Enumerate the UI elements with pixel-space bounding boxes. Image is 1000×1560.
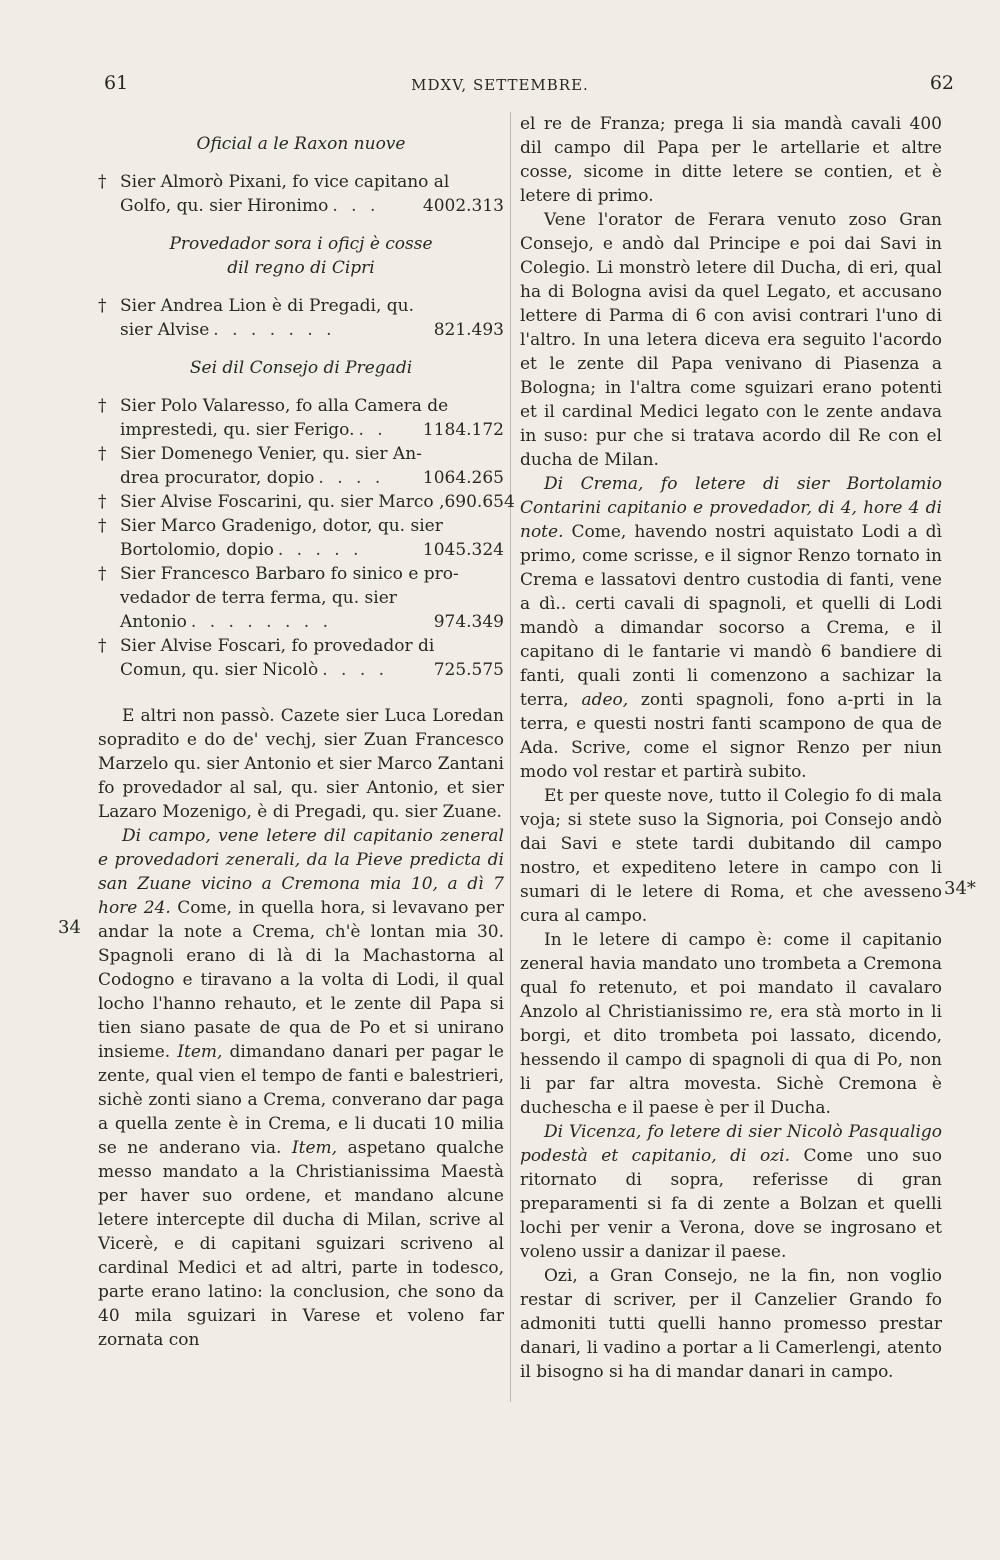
margin-number: 34 xyxy=(58,917,81,938)
paragraph-heading: Di campo, vene letere dil capitanio zeneral e provedadori zenerali, da la Pieve predicta di san Zuane vicino a Cremona mia 10, a dì 7 hore 24. xyxy=(98,826,504,918)
adeo-word: adeo, xyxy=(581,690,629,710)
dagger-mark: † xyxy=(98,172,107,192)
right-column xyxy=(520,112,942,1384)
paragraph: E altri non passò. Cazete sier Luca Loredan sopradito e do de' vechj, sier Zuan Francesco Marzelo qu. sier Antonio et sier Marco Zantani fo provedador al sal, qu. sier Antonio, et sier Lazaro Mozenigo, è di Pregadi, qu. sier Zuane. xyxy=(98,706,504,822)
paragraph: In le letere di campo è: come il capitanio zeneral havia mandato uno trombeta a Cremona qual fo retenuto, et poi mandato il cavalaro Anzolo al Christianissimo re, era stà morto in li borgi, et dito trombeta poi lassato, dicendo, hessendo il campo di spagnoli di qua di Po, non li par far altra movesta. Sichè Cremona è duchescha e il paese è per il Ducha. xyxy=(520,930,942,1118)
vote-count: 725.575 xyxy=(433,660,504,680)
paragraph: Ozi, a Gran Consejo, ne la fin, non voglio restar di scriver, per il Canzelier Grando fo admoniti tutti quelli hanno promesso prestar danari, li vadino a portar a li Camerlengi, atento il bisogno si ha di mandar danari in campo. xyxy=(520,1266,942,1382)
entry-line: drea procurator, dopio xyxy=(120,468,315,488)
dagger-mark: † xyxy=(98,564,107,584)
entry-line: Sier Andrea Lion è di Pregadi, qu. xyxy=(120,296,415,316)
entry-line: Sier Almorò Pixani, fo vice capitano al xyxy=(120,172,450,192)
entry-line: Golfo, qu. sier Hironimo xyxy=(120,196,329,216)
entry-line: Antonio xyxy=(120,612,187,632)
section-heading: Sei dil Consejo di Pregadi xyxy=(189,358,413,378)
paragraph-heading: Di Crema, fo letere di sier Bortolamio Contarini capitanio e provedador, di 4, hore 4 di note. xyxy=(520,474,942,542)
vote-entry: † Sier Andrea Lion è di Pregadi, qu. sier Alvise . . . . . . . 821.493 xyxy=(98,296,504,340)
paragraph xyxy=(520,1120,942,1264)
vote-count: 1064.265 xyxy=(422,468,504,488)
vote-count: 690.654 xyxy=(444,492,515,512)
paragraph xyxy=(520,472,942,784)
entry-line: Bortolomio, dopio xyxy=(120,540,274,560)
paragraph: el re de Franza; prega li sia mandà cavali 400 dil campo dil Papa per le artellarie et altre cosse, sicome in ditte letere se contien, et è letere di primo. xyxy=(520,114,942,206)
paragraph-text: Come, havendo nostri aquistato Lodi a dì primo, come scrisse, e il signor Renzo tornato in Crema e lassatovi dentro custodia di fanti, vene a dì.. certi cavali di spagnoli, et quelli di Lodi mandò a dimandar socorso a Crema, e il capitano di le fantarie vi mandò 6 bandiere di fanti, quali zonti li comenzono a sachizar la terra, xyxy=(520,522,942,710)
paragraph: Vene l'orator de Ferara venuto zoso Gran Consejo, e andò dal Principe e poi dai Savi in Colegio. Li monstrò letere dil Ducha, di eri, qual ha di Bologna avisi da quel Legato, et accusano lettere di Parma di 6 con avisi contrari l'uno di l'altro. In una letera diceva era seguito l'acordo et le zente dil Papa venivano di Piasenza a Bologna; in l'altra come sguizari erano potenti et il cardinal Medici legato con le zente andava in suso: pur che si tratava acordo dil Re con el ducha de Milan. xyxy=(520,210,942,470)
section-heading: dil regno di Cipri xyxy=(227,258,375,278)
vote-entry: † Sier Francesco Barbaro fo sinico e pro- vedador de terra ferma, qu. sier Antonio . . . . . . . . 974.349 xyxy=(98,564,504,632)
dagger-mark: † xyxy=(98,444,107,464)
entry-line: imprestedi, qu. sier Ferigo. xyxy=(120,420,355,440)
running-title: MDXV, SETTEMBRE. xyxy=(411,76,589,94)
dagger-mark: † xyxy=(98,492,107,512)
vote-count: 4002.313 xyxy=(422,196,504,216)
paragraph-text: Come, in quella hora, si levavano per andar la note a Crema, ch'è lontan mia 30. Spagnoli erano di là di la Machastorna al Codogno e tiravano a la volta di Lodi, il qual locho l'hanno rehauto, et le zente dil Papa si tien siano pasate de qua de Po et si unirano insieme. xyxy=(98,898,504,1062)
vote-count: 821.493 xyxy=(433,320,504,340)
dagger-mark: † xyxy=(98,516,107,536)
entry-line: Sier Francesco Barbaro fo sinico e pro- xyxy=(120,564,459,584)
entry-line: Sier Alvise Foscarini, qu. sier Marco , xyxy=(120,492,445,512)
left-column xyxy=(98,112,515,1352)
paragraph-text: zonti spagnoli, fono a-prti in la terra, e questi nostri fanti scampono de qua de Ada. Scrive, come el signor Renzo per niun modo vol restar et partirà subito. xyxy=(520,690,942,782)
entry-line: sier Alvise xyxy=(120,320,210,340)
left-page-number: 61 xyxy=(104,72,129,94)
right-page-number: 62 xyxy=(929,72,954,94)
paragraph-text: dimandano danari per pagar le zente, qual vien el tempo de fanti e balestrieri, sichè zonti siano a Crema, converano dar paga a quella zente è in Crema, e li ducati 10 milia se ne anderano via. xyxy=(98,1042,504,1158)
dagger-mark: † xyxy=(98,636,107,656)
paragraph-heading: Di Vicenza, fo letere di sier Nicolò Pasqualigo podestà et capitanio, di ozi. xyxy=(520,1122,942,1166)
entry-line: Sier Domenego Venier, qu. sier An- xyxy=(120,444,422,464)
entry-line: Sier Polo Valaresso, fo alla Camera de xyxy=(120,396,449,416)
vote-entry: † Sier Almorò Pixani, fo vice capitano al Golfo, qu. sier Hironimo . . . 4002.313 xyxy=(98,172,504,216)
section-heading: Provedador sora i oficj è cosse xyxy=(169,234,433,254)
paragraph-text: Come uno suo ritornato di sopra, referisse di gran preparamenti si fa di zente a Bolzan et quelli lochi per venir a Verona, dove se ingrosano et voleno ussir a danizar il paese. xyxy=(520,1146,942,1262)
dagger-mark: † xyxy=(98,396,107,416)
column-divider xyxy=(510,112,511,1402)
dagger-mark: † xyxy=(98,296,107,316)
item-word: Item, xyxy=(177,1042,223,1062)
entry-line: vedador de terra ferma, qu. sier xyxy=(120,588,397,608)
vote-entry: † Sier Alvise Foscari, fo provedador di Comun, qu. sier Nicolò . . . . 725.575 xyxy=(98,636,504,680)
vote-entry xyxy=(98,490,515,514)
entry-line: Sier Marco Gradenigo, dotor, qu. sier xyxy=(120,516,443,536)
item-word: Item, xyxy=(291,1138,338,1158)
paragraph xyxy=(98,824,504,1352)
entry-line: Comun, qu. sier Nicolò xyxy=(120,660,319,680)
section-heading: Oficial a le Raxon nuove xyxy=(196,134,406,154)
vote-entry: † Sier Marco Gradenigo, dotor, qu. sier Bortolomio, dopio . . . . . 1045.324 xyxy=(98,516,504,560)
vote-count: 1045.324 xyxy=(422,540,504,560)
entry-line: Sier Alvise Foscari, fo provedador di xyxy=(120,636,435,656)
vote-count: 1184.172 xyxy=(422,420,504,440)
paragraph-text: aspetano qualche messo mandato a la Christianissima Maestà per haver suo ordene, et mandano alcune letere intercepte dil ducha di Milan, scrive al Vicerè, e di capitani sguizari scriveno al cardinal Medici et ad altri, parte in todesco, parte erano latino: la conclusion, che sono da 40 mila sguizari in Varese et voleno far zornata con xyxy=(98,1138,504,1350)
vote-entry: † Sier Polo Valaresso, fo alla Camera de imprestedi, qu. sier Ferigo. . . 1184.172 xyxy=(98,396,504,440)
paragraph: Et per queste nove, tutto il Colegio fo di mala voja; si stete suso la Signoria, poi Consejo andò dai Savi e stete tardi dubitando dil campo nostro, et expediteno letere in campo con li sumari di le letere di Roma, et che avesseno cura al campo. xyxy=(520,786,942,926)
vote-count: 974.349 xyxy=(433,612,504,632)
margin-number: 34* xyxy=(944,878,976,899)
vote-entry: † Sier Domenego Venier, qu. sier An- drea procurator, dopio . . . . 1064.265 xyxy=(98,444,504,488)
